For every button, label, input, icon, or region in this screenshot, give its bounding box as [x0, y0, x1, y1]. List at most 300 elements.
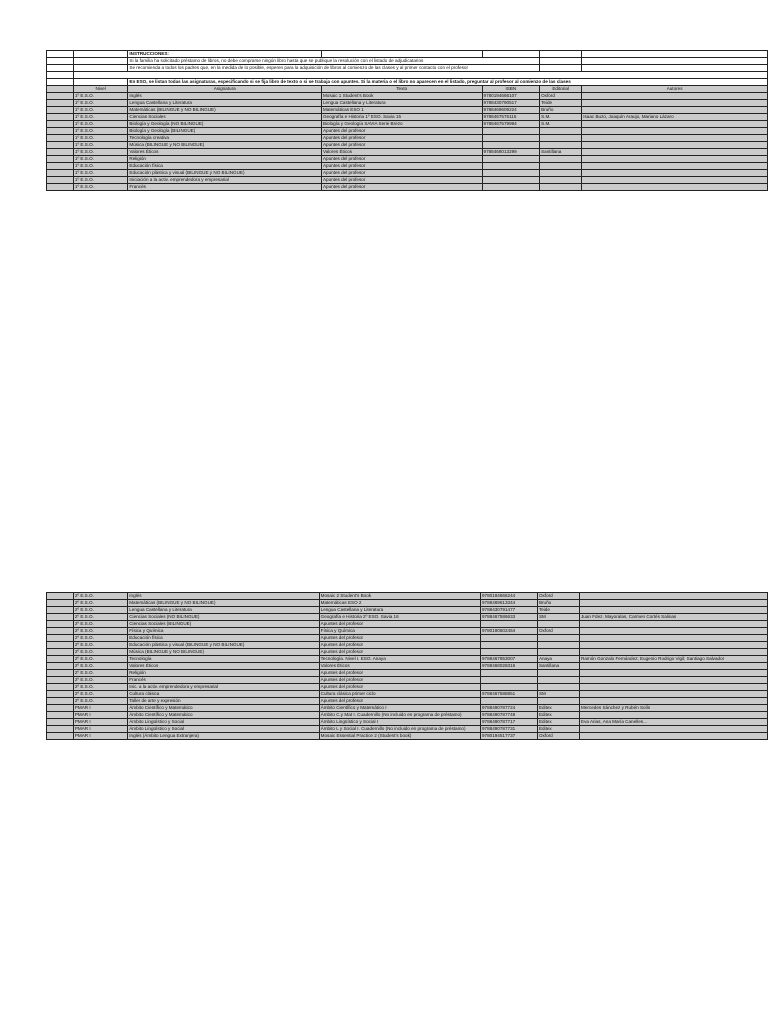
- cell-texto[interactable]: Apuntes del profesor: [321, 128, 482, 135]
- cell-autores[interactable]: Ramón Gonzalo Fernández; Eugenio Rodrigo Vigil; Santiago Salvador: [580, 656, 768, 663]
- cell-isbn[interactable]: [480, 621, 537, 628]
- cell-editorial[interactable]: [537, 642, 579, 649]
- note-row: [47, 79, 768, 86]
- cell-editorial[interactable]: [537, 677, 579, 684]
- cell-editorial[interactable]: Oxford: [537, 733, 579, 740]
- cell-nivel[interactable]: 2º E.S.O.: [73, 614, 127, 621]
- cell-texto[interactable]: Cultura clásica primer ciclo: [319, 691, 480, 698]
- table-row: [47, 121, 768, 128]
- table-row: [47, 607, 768, 614]
- cell-isbn[interactable]: [482, 156, 540, 163]
- table-row: [47, 705, 768, 712]
- instructions-title[interactable]: INSTRUCCIONES:: [128, 51, 322, 58]
- cell[interactable]: [47, 621, 74, 628]
- cell-autores[interactable]: [580, 649, 768, 656]
- cell[interactable]: [582, 58, 768, 65]
- cell-autores[interactable]: [580, 684, 768, 691]
- table-row: [47, 712, 768, 719]
- cell-nivel[interactable]: 1º E.S.O.: [73, 121, 127, 128]
- cell[interactable]: [47, 128, 74, 135]
- cell-texto[interactable]: Apuntes del profesor: [321, 184, 482, 191]
- table-row: [47, 733, 768, 740]
- cell-autores[interactable]: [580, 635, 768, 642]
- cell-asignatura[interactable]: Tecnología creativa: [128, 135, 322, 142]
- cell-asignatura[interactable]: Matemáticas (BILINGUE y NO BILINGUE): [128, 107, 322, 114]
- cell-isbn[interactable]: 9780190502454: [480, 628, 537, 635]
- cell[interactable]: [47, 733, 74, 740]
- cell-autores[interactable]: [580, 607, 768, 614]
- cell-isbn[interactable]: 9788469613344: [480, 600, 537, 607]
- cell-asignatura[interactable]: Inglés (Ámbito Lengua Extranjera): [128, 733, 319, 740]
- cell-editorial[interactable]: [537, 670, 579, 677]
- cell-editorial[interactable]: Editex: [537, 705, 579, 712]
- cell-editorial[interactable]: S.M.: [540, 114, 582, 121]
- cell-autores[interactable]: [580, 593, 768, 600]
- cell[interactable]: [47, 72, 74, 79]
- table-row: [47, 149, 768, 156]
- cell-isbn[interactable]: [482, 135, 540, 142]
- cell-autores[interactable]: [582, 149, 768, 156]
- cell-texto[interactable]: Geografía e Historia 2º ESO. Savia 16: [319, 614, 480, 621]
- cell-asignatura[interactable]: Tecnología: [128, 656, 319, 663]
- table-row: [47, 114, 768, 121]
- cell-autores[interactable]: [580, 628, 768, 635]
- cell-texto[interactable]: Ámbito L y Social I. Cuadernillo (No incluido en programa de préstamo): [319, 726, 480, 733]
- cell-asignatura[interactable]: Francés: [128, 184, 322, 191]
- cell[interactable]: [540, 58, 582, 65]
- cell[interactable]: [47, 156, 74, 163]
- cell[interactable]: [47, 614, 74, 621]
- cell[interactable]: [47, 184, 74, 191]
- cell-editorial[interactable]: SM: [537, 614, 579, 621]
- cell-isbn[interactable]: [480, 670, 537, 677]
- cell-autores[interactable]: Isaac Buzo, Joaquín Araujo, Mariano Lázaro: [582, 114, 768, 121]
- cell-editorial[interactable]: Editex: [537, 712, 579, 719]
- cell-autores[interactable]: [582, 142, 768, 149]
- cell[interactable]: [47, 142, 74, 149]
- cell[interactable]: [47, 593, 74, 600]
- cell[interactable]: [47, 58, 74, 65]
- cell-isbn[interactable]: 9788468028316: [480, 663, 537, 670]
- cell-autores[interactable]: [582, 121, 768, 128]
- cell-texto[interactable]: Ámbito Científico y Matemático I: [319, 705, 480, 712]
- cell-isbn[interactable]: 9780194666107: [482, 93, 540, 100]
- cell-isbn[interactable]: 9788468013299: [482, 149, 540, 156]
- cell[interactable]: [73, 65, 127, 72]
- table-row: [47, 670, 768, 677]
- cell[interactable]: [73, 58, 127, 65]
- cell[interactable]: [47, 121, 74, 128]
- cell-asignatura[interactable]: Iniciación a la activ. emprendedora y empresarial: [128, 177, 322, 184]
- cell-texto[interactable]: Matemáticas ESO 2: [319, 600, 480, 607]
- cell-nivel[interactable]: 1º E.S.O.: [73, 149, 127, 156]
- cell-texto[interactable]: Biología y Geología SAVIA Serie Brezo: [321, 121, 482, 128]
- cell-nivel[interactable]: 1º E.S.O.: [73, 135, 127, 142]
- column-header-asignatura[interactable]: Asignatura: [128, 86, 322, 93]
- cell-isbn[interactable]: 9788430791477: [480, 607, 537, 614]
- cell[interactable]: [47, 726, 74, 733]
- table-row: [47, 163, 768, 170]
- cell-nivel[interactable]: 1º E.S.O.: [73, 100, 127, 107]
- cell-autores[interactable]: [580, 663, 768, 670]
- cell-nivel[interactable]: 1º E.S.O.: [73, 107, 127, 114]
- cell-isbn[interactable]: 9788490787731: [480, 726, 537, 733]
- cell-nivel[interactable]: 2º E.S.O.: [73, 656, 127, 663]
- cell[interactable]: [47, 684, 74, 691]
- cell-texto[interactable]: Mosaic Essential Practice 2 (Student's book): [319, 733, 480, 740]
- cell-editorial[interactable]: [540, 142, 582, 149]
- cell-editorial[interactable]: [540, 156, 582, 163]
- cell-isbn[interactable]: 9788467586633: [480, 614, 537, 621]
- instructions-line-2[interactable]: Se recomienda a todos los padres que, en la medida de lo posible, esperen para la adquisición de libros al comienzo de las clases y al primer contacto con el profesor: [128, 65, 540, 72]
- cell-nivel[interactable]: 2º E.S.O.: [73, 677, 127, 684]
- table-row: [47, 170, 768, 177]
- cell[interactable]: [47, 100, 74, 107]
- cell[interactable]: [47, 649, 74, 656]
- cell-nivel[interactable]: 1º E.S.O.: [73, 163, 127, 170]
- column-header-texto[interactable]: Texto: [321, 86, 482, 93]
- cell-texto[interactable]: Apuntes del profesor: [321, 163, 482, 170]
- cell-texto[interactable]: Lengua Castellana y Literatura: [319, 607, 480, 614]
- cell-editorial[interactable]: [537, 649, 579, 656]
- cell[interactable]: [540, 51, 582, 58]
- cell[interactable]: [47, 656, 74, 663]
- cell-isbn[interactable]: [482, 128, 540, 135]
- cell-editorial[interactable]: SM: [537, 691, 579, 698]
- column-header-isbn[interactable]: ISBN: [482, 86, 540, 93]
- cell-autores[interactable]: [582, 184, 768, 191]
- cell-nivel[interactable]: 2º E.S.O.: [73, 607, 127, 614]
- cell-editorial[interactable]: Oxford: [540, 93, 582, 100]
- cell-isbn[interactable]: 9788490787724: [480, 705, 537, 712]
- cell[interactable]: [47, 719, 74, 726]
- cell[interactable]: [47, 86, 74, 93]
- cell-nivel[interactable]: PMAR I: [73, 733, 127, 740]
- cell-autores[interactable]: [582, 107, 768, 114]
- table-row: [47, 684, 768, 691]
- table-row: [47, 107, 768, 114]
- cell-isbn[interactable]: [480, 677, 537, 684]
- cell-texto[interactable]: Apuntes del profesor: [321, 142, 482, 149]
- cell-autores[interactable]: [580, 621, 768, 628]
- cell-texto[interactable]: Apuntes del profesor: [321, 135, 482, 142]
- cell[interactable]: [73, 79, 127, 86]
- cell[interactable]: [482, 51, 540, 58]
- cell-autores[interactable]: [582, 93, 768, 100]
- cell-autores[interactable]: [582, 163, 768, 170]
- cell-asignatura[interactable]: Francés: [128, 677, 319, 684]
- cell-editorial[interactable]: Teide: [537, 607, 579, 614]
- cell-isbn[interactable]: 9788467588851: [480, 691, 537, 698]
- cell-asignatura[interactable]: Ámbito Lingüístico y Social: [128, 719, 319, 726]
- cell-asignatura[interactable]: Inglés: [128, 93, 322, 100]
- cell[interactable]: [47, 691, 74, 698]
- cell-nivel[interactable]: PMAR I: [73, 712, 127, 719]
- cell-nivel[interactable]: 1º E.S.O.: [73, 170, 127, 177]
- cell-editorial[interactable]: [537, 635, 579, 642]
- cell-editorial[interactable]: Bruño: [540, 107, 582, 114]
- cell-nivel[interactable]: 2º E.S.O.: [73, 628, 127, 635]
- cell-editorial[interactable]: Santillana: [537, 663, 579, 670]
- cell-editorial[interactable]: [537, 698, 579, 705]
- cell-asignatura[interactable]: Ámbito Lingüístico y Social: [128, 726, 319, 733]
- cell-isbn[interactable]: 9788467576115: [482, 114, 540, 121]
- cell-autores[interactable]: Juan Fdez. Mayoralas, Carmen Cortés Salinas: [580, 614, 768, 621]
- cell-autores[interactable]: [580, 642, 768, 649]
- cell-isbn[interactable]: [482, 142, 540, 149]
- cell-asignatura[interactable]: Religión: [128, 156, 322, 163]
- cell-nivel[interactable]: 2º E.S.O.: [73, 649, 127, 656]
- table-row: [47, 663, 768, 670]
- cell-editorial[interactable]: Teide: [540, 100, 582, 107]
- cell-asignatura[interactable]: Ciencias Sociales (BILINGUE): [128, 621, 319, 628]
- cell-nivel[interactable]: 1º E.S.O.: [73, 177, 127, 184]
- cell[interactable]: [582, 51, 768, 58]
- cell-texto[interactable]: Apuntes del profesor: [319, 642, 480, 649]
- cell-isbn[interactable]: [480, 684, 537, 691]
- cell-asignatura[interactable]: Biología y Geología (NO BILINGUE): [128, 121, 322, 128]
- cell-texto[interactable]: Apuntes del profesor: [321, 156, 482, 163]
- cell-asignatura[interactable]: Educación física: [128, 163, 322, 170]
- cell-asignatura[interactable]: Biología y Geología (BILINGUE): [128, 128, 322, 135]
- cell-nivel[interactable]: 2º E.S.O.: [73, 663, 127, 670]
- cell[interactable]: [47, 698, 74, 705]
- cell-editorial[interactable]: Oxford: [537, 628, 579, 635]
- cell-texto[interactable]: Apuntes del profesor: [319, 635, 480, 642]
- cell-autores[interactable]: [580, 691, 768, 698]
- cell-autores[interactable]: [580, 726, 768, 733]
- cell[interactable]: [47, 177, 74, 184]
- second-year-rows: [47, 593, 768, 740]
- table-row: [47, 621, 768, 628]
- cell[interactable]: [47, 712, 74, 719]
- cell[interactable]: [47, 642, 74, 649]
- cell[interactable]: [47, 79, 74, 86]
- table-row: [47, 726, 768, 733]
- cell-nivel[interactable]: 1º E.S.O.: [73, 156, 127, 163]
- cell-asignatura[interactable]: Ámbito Científico y Matemático: [128, 705, 319, 712]
- cell-nivel[interactable]: PMAR I: [73, 726, 127, 733]
- cell-isbn[interactable]: 9788467579994: [482, 121, 540, 128]
- cell-nivel[interactable]: 2º E.S.O.: [73, 600, 127, 607]
- cell-isbn[interactable]: [482, 170, 540, 177]
- cell-editorial[interactable]: Oxford: [537, 593, 579, 600]
- cell-autores[interactable]: [582, 135, 768, 142]
- cell-asignatura[interactable]: Inglés: [128, 593, 319, 600]
- cell-texto[interactable]: Matemáticas ESO 1: [321, 107, 482, 114]
- cell-autores[interactable]: [580, 600, 768, 607]
- cell-editorial[interactable]: [540, 177, 582, 184]
- instructions-line-2-row: [47, 65, 768, 72]
- cell-texto[interactable]: Valores Éticos: [321, 149, 482, 156]
- cell-asignatura[interactable]: Valores Éticos: [128, 663, 319, 670]
- cell-editorial[interactable]: Bruño: [537, 600, 579, 607]
- cell-isbn[interactable]: 9788490787717: [480, 719, 537, 726]
- cell-autores[interactable]: [580, 733, 768, 740]
- cell-texto[interactable]: Ámbito Lingüístico y Social I: [319, 719, 480, 726]
- cell-nivel[interactable]: 1º E.S.O.: [73, 184, 127, 191]
- cell-texto[interactable]: Apuntes del profesor: [319, 670, 480, 677]
- cell[interactable]: [47, 600, 74, 607]
- cell-editorial[interactable]: [540, 170, 582, 177]
- cell-asignatura[interactable]: Ciencias Sociales (NO BILINGUE): [128, 614, 319, 621]
- cell-autores[interactable]: [580, 677, 768, 684]
- cell[interactable]: [47, 170, 74, 177]
- cell-isbn[interactable]: [480, 635, 537, 642]
- cell-asignatura[interactable]: Música (BILINGUE y NO BILINGUE): [128, 649, 319, 656]
- cell[interactable]: [47, 628, 74, 635]
- cell-texto[interactable]: Ámbito C.y Mat I. Cuadernillo (No incluido en programa de préstamo): [319, 712, 480, 719]
- cell-nivel[interactable]: 1º E.S.O.: [73, 93, 127, 100]
- table-row: [47, 719, 768, 726]
- cell-editorial[interactable]: Anaya: [537, 656, 579, 663]
- cell[interactable]: [47, 677, 74, 684]
- cell[interactable]: [73, 51, 127, 58]
- cell-isbn[interactable]: 9780194666244: [480, 593, 537, 600]
- cell-editorial[interactable]: Editex: [537, 726, 579, 733]
- cell-nivel[interactable]: 1º E.S.O.: [73, 128, 127, 135]
- cell-texto[interactable]: Mosaic 1 Student's Book: [321, 93, 482, 100]
- cell-isbn[interactable]: [482, 184, 540, 191]
- cell-asignatura[interactable]: Matemáticas (BILINGUE y NO BILINGUE): [128, 600, 319, 607]
- cell-asignatura[interactable]: Música (BILINGUE y NO BILINGUE): [128, 142, 322, 149]
- cell-texto[interactable]: Apuntes del profesor: [319, 684, 480, 691]
- cell-autores[interactable]: [582, 177, 768, 184]
- cell-autores[interactable]: [580, 712, 768, 719]
- cell-asignatura[interactable]: Ciencias Sociales: [128, 114, 322, 121]
- cell-texto[interactable]: Apuntes del profesor: [321, 170, 482, 177]
- cell-asignatura[interactable]: Inic. a la activ. emprendedora y empresarial: [128, 684, 319, 691]
- cell-nivel[interactable]: 2º E.S.O.: [73, 642, 127, 649]
- cell-texto[interactable]: Lengua Castellana y Literatura: [321, 100, 482, 107]
- cell-editorial[interactable]: [537, 684, 579, 691]
- cell-nivel[interactable]: 1º E.S.O.: [73, 142, 127, 149]
- cell-editorial[interactable]: S.M.: [540, 121, 582, 128]
- cell-nivel[interactable]: 2º E.S.O.: [73, 621, 127, 628]
- cell[interactable]: [47, 114, 74, 121]
- cell-texto[interactable]: Física y Química: [319, 628, 480, 635]
- instructions-line-1[interactable]: Si la familia ha solicitado préstamo de libros, no debe comprarse ningún libro hasta que se publique la resolución con el listado de adjudicatarios: [128, 58, 540, 65]
- cell-nivel[interactable]: PMAR I: [73, 719, 127, 726]
- cell-isbn[interactable]: 9788469609224: [482, 107, 540, 114]
- cell-texto[interactable]: Tecnología. Nivel I. ESO. Anaya: [319, 656, 480, 663]
- empty-row: [47, 72, 768, 79]
- cell[interactable]: [47, 607, 74, 614]
- cell[interactable]: [47, 163, 74, 170]
- cell-isbn[interactable]: [480, 698, 537, 705]
- cell-nivel[interactable]: 2º E.S.O.: [73, 635, 127, 642]
- cell-nivel[interactable]: 2º E.S.O.: [73, 670, 127, 677]
- cell-asignatura[interactable]: Taller de arte y expresión: [128, 698, 319, 705]
- cell-asignatura[interactable]: Educación plástica y visual (BILINGUE y NO BILINGUE): [128, 170, 322, 177]
- cell-asignatura[interactable]: Lengua Castellana y Literatura: [128, 100, 322, 107]
- table-row: [47, 677, 768, 684]
- column-header-nivel[interactable]: Nivel: [73, 86, 127, 93]
- cell-texto[interactable]: Apuntes del profesor: [319, 621, 480, 628]
- cell-texto[interactable]: Apuntes del profesor: [319, 649, 480, 656]
- eso-note[interactable]: En ESO, se listan todas las asignaturas, especificando si se fija libro de texto o si se trabaja con apuntes. Si la materia o el libro no aparecen en el listado, preguntar al profesor al comienzo de las clases: [128, 79, 768, 86]
- column-header-editorial[interactable]: Editorial: [540, 86, 582, 93]
- cell-asignatura[interactable]: Cultura clásica: [128, 691, 319, 698]
- cell[interactable]: [47, 51, 74, 58]
- cell-editorial[interactable]: Santillana: [540, 149, 582, 156]
- cell-editorial[interactable]: [540, 135, 582, 142]
- cell[interactable]: [47, 635, 74, 642]
- cell-asignatura[interactable]: Lengua Castellana y Literatura: [128, 607, 319, 614]
- cell-isbn[interactable]: [480, 642, 537, 649]
- cell-asignatura[interactable]: Educación física: [128, 635, 319, 642]
- cell[interactable]: [47, 135, 74, 142]
- cell-isbn[interactable]: 9788467853007: [480, 656, 537, 663]
- cell-nivel[interactable]: 2º E.S.O.: [73, 593, 127, 600]
- cell-nivel[interactable]: 2º E.S.O.: [73, 698, 127, 705]
- cell[interactable]: [47, 107, 74, 114]
- cell-isbn[interactable]: 9780194517737: [480, 733, 537, 740]
- cell-asignatura[interactable]: Valores Éticos: [128, 149, 322, 156]
- cell[interactable]: [47, 663, 74, 670]
- cell-editorial[interactable]: [537, 621, 579, 628]
- cell-texto[interactable]: Mosaic 2 Student's Book: [319, 593, 480, 600]
- book-list-sheet-1: [46, 50, 768, 191]
- cell-isbn[interactable]: [480, 649, 537, 656]
- table-row: [47, 100, 768, 107]
- cell-autores[interactable]: [582, 156, 768, 163]
- cell-editorial[interactable]: [540, 128, 582, 135]
- cell-editorial[interactable]: [540, 184, 582, 191]
- cell[interactable]: [540, 65, 582, 72]
- table-row: [47, 93, 768, 100]
- cell-nivel[interactable]: 2º E.S.O.: [73, 691, 127, 698]
- cell-autores[interactable]: [582, 170, 768, 177]
- cell-nivel[interactable]: PMAR I: [73, 705, 127, 712]
- cell-isbn[interactable]: [482, 177, 540, 184]
- table-row: [47, 142, 768, 149]
- cell-texto[interactable]: Valores Éticos: [319, 663, 480, 670]
- cell-isbn[interactable]: [482, 163, 540, 170]
- cell-texto[interactable]: Apuntes del profesor: [319, 698, 480, 705]
- cell[interactable]: [321, 51, 482, 58]
- cell-autores[interactable]: Mercedes Sánchez y Rubén Solís: [580, 705, 768, 712]
- cell[interactable]: [47, 65, 74, 72]
- cell-autores[interactable]: [580, 698, 768, 705]
- cell-nivel[interactable]: 2º E.S.O.: [73, 684, 127, 691]
- column-header-autores[interactable]: Autores: [582, 86, 768, 93]
- cell[interactable]: [47, 149, 74, 156]
- cell[interactable]: [582, 65, 768, 72]
- cell-autores[interactable]: Eva Arias, Ana María Canelles...: [580, 719, 768, 726]
- cell-texto[interactable]: Geografía e Historia 1º ESO. Savia 15: [321, 114, 482, 121]
- cell-autores[interactable]: [580, 670, 768, 677]
- cell-autores[interactable]: [582, 128, 768, 135]
- cell-asignatura[interactable]: Ámbito Científico y Matemático: [128, 712, 319, 719]
- cell-texto[interactable]: Apuntes del profesor: [319, 677, 480, 684]
- cell-asignatura[interactable]: Física y Química: [128, 628, 319, 635]
- cell-isbn[interactable]: 9788490787748: [480, 712, 537, 719]
- cell-isbn[interactable]: 9788430790517: [482, 100, 540, 107]
- table-row: [47, 614, 768, 621]
- cell-nivel[interactable]: 1º E.S.O.: [73, 114, 127, 121]
- cell[interactable]: [47, 705, 74, 712]
- cell-editorial[interactable]: Editex: [537, 719, 579, 726]
- cell[interactable]: [73, 72, 767, 79]
- cell-autores[interactable]: [582, 100, 768, 107]
- cell[interactable]: [47, 670, 74, 677]
- cell-asignatura[interactable]: Religión: [128, 670, 319, 677]
- cell-asignatura[interactable]: Educación plástica y visual (BILINGUE y NO BILINGUE): [128, 642, 319, 649]
- cell-texto[interactable]: Apuntes del profesor: [321, 177, 482, 184]
- cell[interactable]: [47, 93, 74, 100]
- cell-editorial[interactable]: [540, 163, 582, 170]
